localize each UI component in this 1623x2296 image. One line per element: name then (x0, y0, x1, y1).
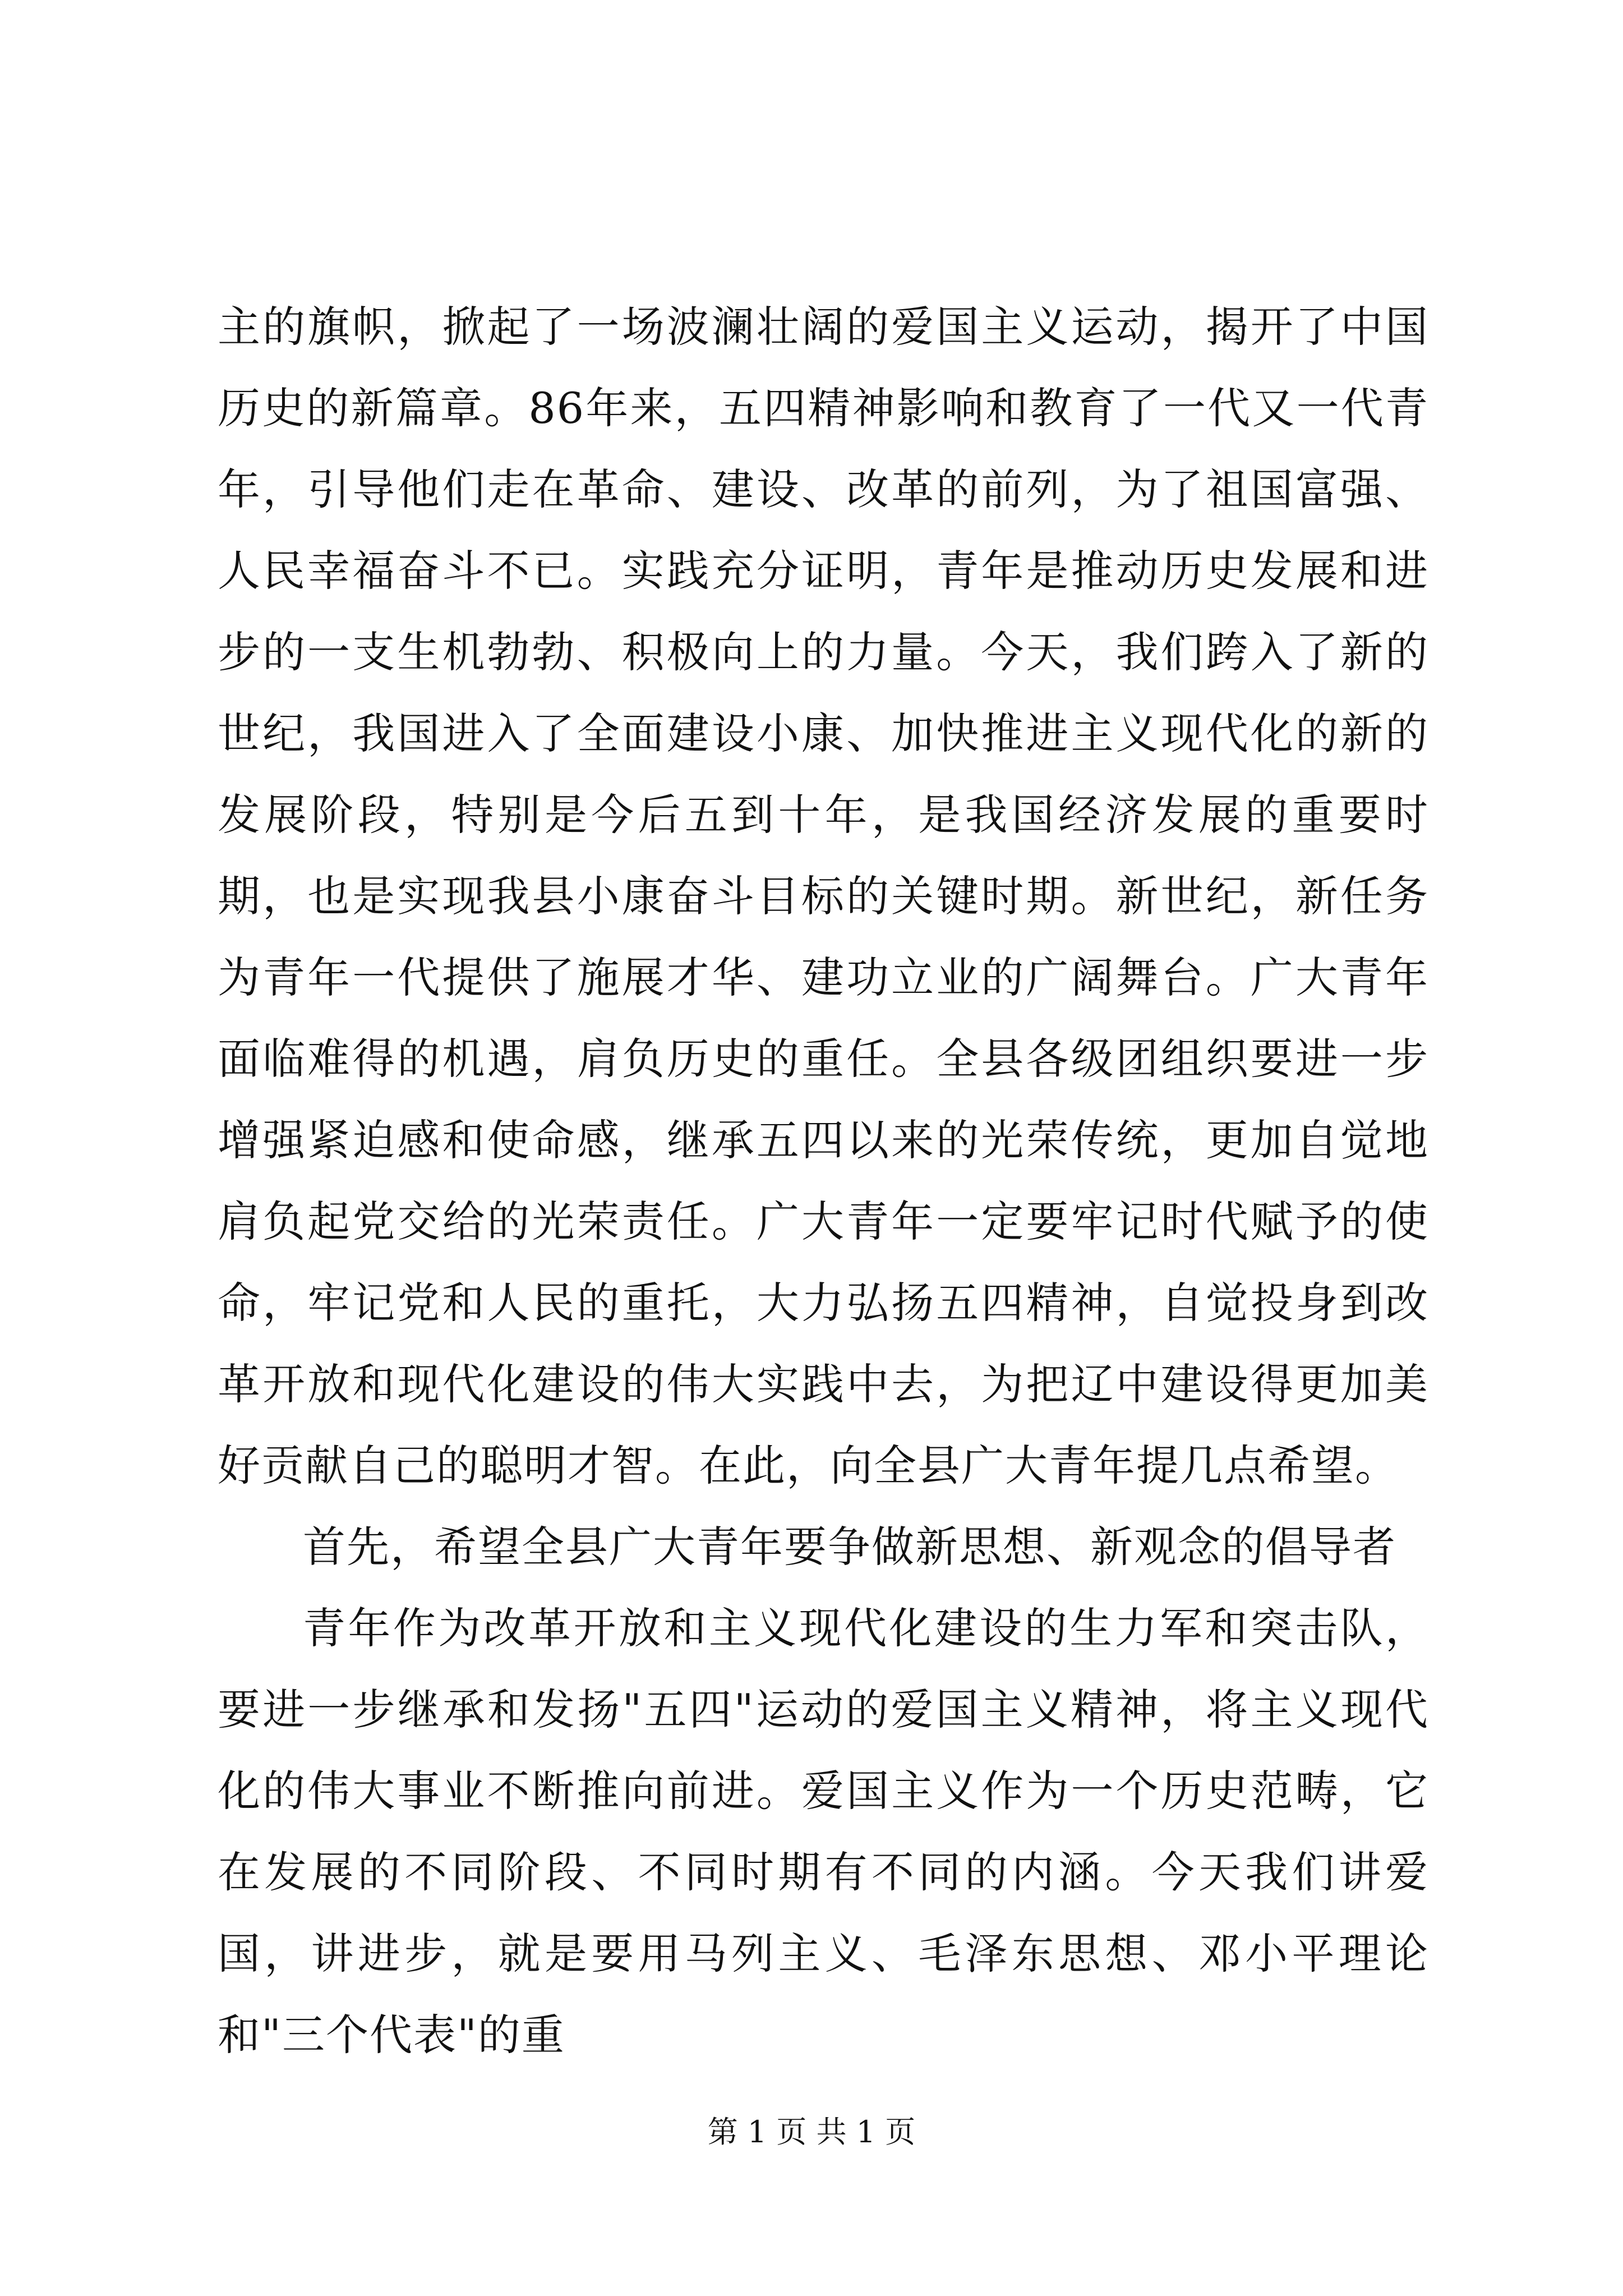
paragraph-youth-patriotism: 青年作为改革开放和主义现代化建设的生力军和突击队，要进一步继承和发扬"五四"运动的爱国主义精神，将主义现代化的伟大事业不断推向前进。爱国主义作为一个历史范畴，它在发展的不同阶段、不同时期有不同的内涵。今天我们讲爱国，讲进步，就是要用马列主义、毛泽东思想、邓小平理论和"三个代表"的重 (218, 1603, 1429, 2060)
section-heading-first: 首先，希望全县广大青年要争做新思想、新观念的倡导者 (303, 1522, 1396, 1572)
paragraph-continuation: 主的旗帜，掀起了一场波澜壮阔的爱国主义运动，揭开了中国历史的新篇章。86年来，五四精神影响和教育了一代又一代青年，引导他们走在革命、建设、改革的前列，为了祖国富强、人民幸福奋斗不已。实践充分证明，青年是推动历史发展和进步的一支生机勃勃、积极向上的力量。今天，我们跨入了新的世纪，我国进入了全面建设小康、加快推进主义现代化的新的发展阶段，特别是今后五到十年，是我国经济发展的重要时期，也是实现我县小康奋斗目标的关键时期。新世纪，新任务为青年一代提供了施展才华、建功立业的广阔舞台。广大青年面临难得的机遇，肩负历史的重任。全县各级团组织要进一步增强紧迫感和使命感，继承五四以来的光荣传统，更加自觉地肩负起党交给的光荣责任。广大青年一定要牢记时代赋予的使命，牢记党和人民的重托，大力弘扬五四精神，自觉投身到改革开放和现代化建设的伟大实践中去，为把辽中建设得更加美好贡献自己的聪明才智。在此，向全县广大青年提几点希望。 (218, 302, 1429, 1490)
page-number-footer: 第 1 页 共 1 页 (707, 2114, 916, 2150)
document-body (218, 286, 1429, 2076)
